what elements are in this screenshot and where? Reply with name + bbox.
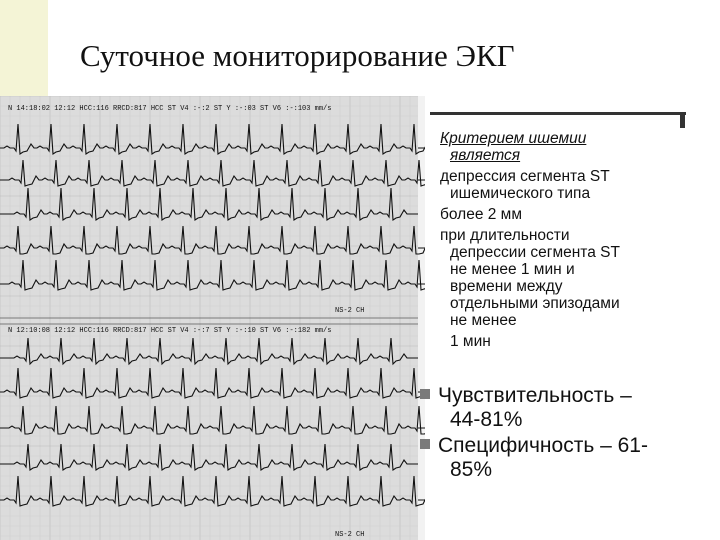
- bullet-text-cont: 44-81%: [450, 408, 523, 431]
- criteria-heading: Критерием ишемии: [440, 130, 587, 147]
- criteria-line: отдельными эпизодами: [450, 295, 620, 312]
- criteria-heading-cont: является: [450, 147, 521, 164]
- criteria-line: депрессия сегмента ST: [440, 168, 610, 185]
- title-divider: [430, 112, 686, 115]
- bullet-text: Чувствительность –: [438, 384, 632, 407]
- slide-title: Суточное мониторирование ЭКГ: [80, 38, 515, 73]
- criteria-line: ишемического типа: [450, 185, 591, 202]
- bullet-square-icon: [420, 389, 430, 399]
- bullet-text: Специфичность – 61-: [438, 434, 648, 457]
- bullet-specificity: [420, 434, 648, 482]
- criteria-line: при длительности: [440, 227, 570, 244]
- ecg-panel2-header: N 12:10:08 12:12 HCC:116 RRCD:817 HCC ST V4 :-:7 ST Y :-:10 ST V6 :-:182 mm/s: [8, 327, 332, 335]
- bullet-sensitivity: [420, 384, 632, 432]
- ecg-panel1-header: N 14:18:02 12:12 HCC:116 RRCD:817 HCC ST V4 :-:2 ST Y :-:03 ST V6 :-:103 mm/s: [8, 105, 332, 113]
- title-accent-band: [0, 0, 48, 96]
- ecg-panel1-footer: NS-2 CH: [335, 307, 365, 315]
- criteria-line: не менее: [450, 312, 517, 329]
- ecg-panel2-footer: NS-2 CH: [335, 531, 365, 539]
- ecg-holter-strip-image: [0, 96, 425, 540]
- criteria-line: 1 мин: [450, 333, 491, 350]
- criteria-line: депрессии сегмента ST: [450, 244, 620, 261]
- criteria-line: не менее 1 мин и: [450, 261, 575, 278]
- criteria-line: времени между: [450, 278, 563, 295]
- ischemia-criteria-text: [440, 130, 710, 350]
- bullet-square-icon: [420, 439, 430, 449]
- bullet-text-cont: 85%: [450, 458, 493, 481]
- criteria-line: более 2 мм: [440, 206, 522, 223]
- title-divider-tick: [680, 112, 685, 128]
